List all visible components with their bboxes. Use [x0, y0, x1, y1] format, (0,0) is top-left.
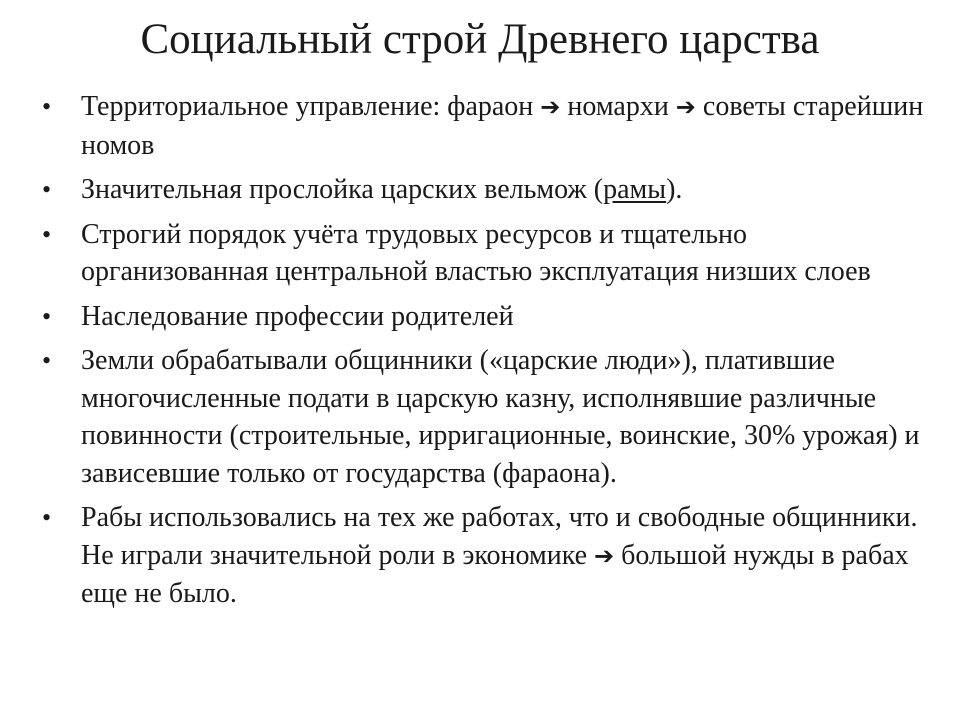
right-arrow-icon: ➔	[675, 93, 696, 121]
bullet-text: Земли обрабатывали общинники («царские люди»), платившие многочисленные подати в царскую казну, исполнявшие различные повинности (строительные, ирригационные, воинские, 30% урожая) и зависевшие только от государства (фараона).	[81, 345, 920, 489]
bullet-item-nobles	[38, 171, 928, 209]
bullet-item-inherited-profession	[38, 298, 928, 336]
bullet-dot-icon: •	[42, 175, 52, 204]
right-arrow-icon: ➔	[540, 93, 561, 121]
bullet-text: номархи	[560, 91, 676, 122]
bullet-item-slaves	[38, 499, 928, 613]
slide-title: Социальный строй Древнего царства	[140, 16, 820, 63]
bullet-text: Территориальное управление: фараон	[81, 91, 541, 122]
bullet-list	[38, 88, 928, 620]
bullet-text: ).	[666, 174, 683, 205]
bullet-text: Строгий порядок учёта трудовых ресурсов и тщательно организованная центральной властью эксплуатация низших слоев	[81, 218, 871, 287]
bullet-item-territorial-administration	[38, 88, 928, 164]
bullet-dot-icon: •	[42, 301, 52, 331]
bullet-text: советы старейшин номов	[81, 91, 924, 161]
right-arrow-icon: ➔	[594, 541, 615, 570]
bullet-item-labor-accounting	[38, 216, 928, 291]
bullet-text: Рабы использовались на тех же работах, что и свободные общинники. Не играли значительной роли в экономике	[81, 502, 918, 571]
bullet-text: большой нужды в рабах еще не было.	[81, 539, 909, 609]
bullet-text: Наследование профессии родителей	[81, 300, 514, 332]
underlined-term: рамы	[603, 174, 667, 205]
bullet-dot-icon: •	[42, 92, 52, 121]
bullet-dot-icon: •	[42, 346, 52, 375]
bullet-dot-icon: •	[42, 503, 52, 532]
bullet-item-community-members	[38, 342, 928, 492]
bullet-dot-icon: •	[42, 219, 52, 249]
bullet-text: Значительная прослойка царских вельмож (	[81, 174, 604, 205]
